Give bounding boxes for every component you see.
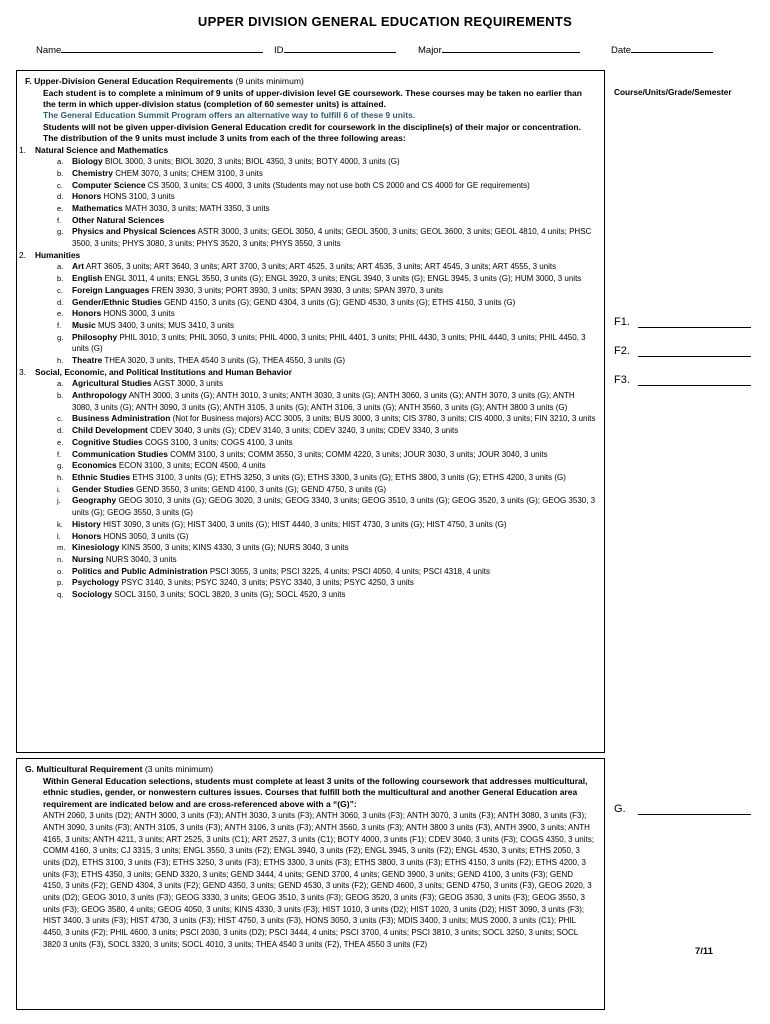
subject-name: Gender Studies xyxy=(72,483,134,494)
course-area-item: f. Other Natural Sciences xyxy=(57,214,165,225)
course-area-item: h. Ethnic Studies ETHS 3100, 3 units (G); ETHS 3250, 3 units (G); ETHS 3300, 3 units (G); ETHS 3800, 3 units (G); ETHS 4200, 3 units (G) xyxy=(57,471,566,482)
course-text: ENGL 3011, 4 units; ENGL 3550, 3 units (G); ENGL 3920, 3 units; ENGL 3940, 3 units (G); ENGL 3945, 3 units (G); HUM 3000, 3 units xyxy=(104,274,582,284)
date-field[interactable] xyxy=(611,43,713,56)
course-area-item: d. Gender/Ethnic Studies GEND 4150, 3 units (G); GEND 4304, 3 units (G); GEND 4530, 3 units (G); ETHS 4150, 3 units (G) xyxy=(57,296,516,307)
course-text: HIST 3090, 3 units (G); HIST 3400, 3 units (G); HIST 4440, 3 units; HIST 4730, 3 units (G); HIST 4750, 3 units (G) xyxy=(103,519,507,529)
course-area-item: e. Honors HONS 3000, 3 units xyxy=(57,308,175,319)
course-area-item: h. Theatre THEA 3020, 3 units, THEA 4540 3 units (G), THEA 4550, 3 units (G) xyxy=(57,355,346,366)
subject-name: Honors xyxy=(72,530,102,541)
date-label: Date xyxy=(611,45,632,56)
course-area-item: c. Computer Science CS 3500, 3 units; CS 4000, 3 units (Students may not use both CS 2000 and CS 4000 for GE requirements) xyxy=(57,179,530,190)
course-area-item: a. Agricultural Studies AGST 3000, 3 units xyxy=(57,378,224,389)
section-g-heading: G. Multicultural Requirement (3 units minimum) xyxy=(25,764,214,774)
section-g-box xyxy=(16,758,605,1010)
course-text: KINS 3500, 3 units; KINS 4330, 3 units (G); NURS 3040, 3 units xyxy=(121,543,349,553)
course-text: NURS 3040, 3 units xyxy=(105,554,177,564)
course-text: GEOG 3010, 3 units (G); GEOG 3020, 3 units; GEOG 3340, 3 units; GEOG 3510, 3 units (G); GEOG 3520, 3 units (G); GEOG 3530, 3 units (G); GEOG 3550, 3 units (G) xyxy=(72,496,596,518)
course-text: HONS 3000, 3 units xyxy=(103,309,175,319)
course-area-item: d. Honors HONS 3100, 3 units xyxy=(57,191,175,202)
course-text: ANTH 3000, 3 units (G); ANTH 3010, 3 units; ANTH 3030, 3 units (G); ANTH 3060, 3 units (G); ANTH 3070, 3 units (G); ANTH 3080, 3 units (G); ANTH 3090, 3 units (G); ANTH 3105, 3 units (G); ANTH 3106, 3 units (G); ANTH 3560, 3 units (G); ANTH 3800 3 units (G) xyxy=(72,391,575,412)
major-field[interactable] xyxy=(418,43,580,56)
course-text: COMM 3100, 3 units; COMM 3550, 3 units; COMM 4220, 3 units; JOUR 3030, 3 units; JOUR 3040, 3 units xyxy=(170,449,548,459)
subject-name: Physics and Physical Sciences xyxy=(72,226,196,237)
course-area-item: p. Psychology PSYC 3140, 3 units; PSYC 3240, 3 units; PSYC 3340, 3 units; PSYC 4250, 3 units xyxy=(57,577,414,588)
course-text: PHIL 3010, 3 units; PHIL 3050, 3 units; PHIL 4000, 3 units; PHIL 4401, 3 units; PHIL 4430, 3 units; PHIL 4440, 3 units; PHIL 4450, 3 units (G) xyxy=(72,332,586,354)
f1-entry[interactable]: F1. xyxy=(614,316,630,328)
area-list xyxy=(19,144,596,601)
subject-name: English xyxy=(72,273,103,284)
subject-name: Computer Science xyxy=(72,179,146,190)
subject-name: Gender/Ethnic Studies xyxy=(72,296,162,307)
course-text: (Not for Business majors) ACC 3005, 3 units; BUS 3000, 3 units; CIS 3780, 3 units; CIS 4000, 3 units; FIN 3210, 3 units xyxy=(172,414,596,424)
course-area-item: q. Sociology SOCL 3150, 3 units; SOCL 3820, 3 units (G); SOCL 4520, 3 units xyxy=(57,589,346,600)
subject-name: Economics xyxy=(72,460,117,471)
id-field[interactable] xyxy=(274,43,396,56)
course-area-item: i. Gender Studies GEND 3550, 3 units; GEND 4100, 3 units (G); GEND 4750, 3 units (G) xyxy=(57,483,387,494)
area-group xyxy=(19,366,596,601)
section-f-heading: F. Upper-Division General Education Requirements (9 units minimum) xyxy=(25,76,304,86)
course-text: GEND 3550, 3 units; GEND 4100, 3 units (G); GEND 4750, 3 units (G) xyxy=(136,484,387,494)
course-text: SOCL 3150, 3 units; SOCL 3820, 3 units (G); SOCL 4520, 3 units xyxy=(114,590,346,600)
course-area-item: o. Politics and Public Administration PSCI 3055, 3 units; PSCI 3225, 4 units; PSCI 4050, 4 units; PSCI 4318, 4 units xyxy=(57,565,490,576)
course-area-item: c. Foreign Languages FREN 3930, 3 units; PORT 3930, 3 units; SPAN 3930, 3 units; SPAN 3970, 3 units xyxy=(57,284,444,295)
subject-name: Cognitive Studies xyxy=(72,436,143,447)
course-text: MATH 3030, 3 units; MATH 3350, 3 units xyxy=(124,204,270,214)
area-group xyxy=(19,249,596,367)
subject-name: Philosophy xyxy=(72,331,118,342)
area-heading: 1. Natural Science and Mathematics xyxy=(19,144,169,155)
page-number: 7/11 xyxy=(695,946,713,957)
major-label: Major xyxy=(418,45,442,56)
g-entry[interactable]: G. xyxy=(614,803,626,815)
course-area-item: c. Business Administration (Not for Business majors) ACC 3005, 3 units; BUS 3000, 3 units; CIS 3780, 3 units; CIS 4000, 3 units; FIN 3210, 3 units xyxy=(57,413,596,424)
course-text: ECON 3100, 3 units; ECON 4500, 4 units xyxy=(118,461,266,471)
subject-name: Honors xyxy=(72,191,102,202)
section-g-intro: Within General Education selections, students must complete at least 3 units of the following coursework that addresses multicultural, ethnic studies, gender, or nonwestern cultures issues. Courses that fulfill both the multicultural and another General Education area requirement are indicated below and are cross-referenced above with a “(G)”: xyxy=(43,775,588,809)
course-area-item: e. Mathematics MATH 3030, 3 units; MATH 3350, 3 units xyxy=(57,203,270,214)
course-area-item: j. Geography GEOG 3010, 3 units (G); GEOG 3020, 3 units; GEOG 3340, 3 units; GEOG 3510, 3 units (G); GEOG 3520, 3 units (G); GEOG 3530, 3 units (G); GEOG 3550, 3 units (G) xyxy=(57,495,596,518)
course-text: CHEM 3070, 3 units; CHEM 3100, 3 units xyxy=(115,168,263,178)
subject-name: Mathematics xyxy=(72,203,123,214)
subject-name: Art xyxy=(72,261,85,272)
name-label: Name xyxy=(36,45,62,56)
subject-name: Honors xyxy=(72,308,102,319)
course-text: CDEV 3040, 3 units (G); CDEV 3140, 3 units; CDEV 3240, 3 units; CDEV 3340, 3 units xyxy=(150,426,459,436)
subject-name: Business Administration xyxy=(72,413,171,424)
area-heading: 3. Social, Economic, and Political Institutions and Human Behavior xyxy=(19,366,292,377)
course-text: BIOL 3000, 3 units; BIOL 3020, 3 units; BIOL 4350, 3 units; BOTY 4000, 3 units (G) xyxy=(104,157,400,167)
course-area-item: f. Music MUS 3400, 3 units; MUS 3410, 3 units xyxy=(57,319,235,330)
course-area-item: n. Nursing NURS 3040, 3 units xyxy=(57,553,177,564)
course-area-item: f. Communication Studies COMM 3100, 3 units; COMM 3550, 3 units; COMM 4220, 3 units; JOUR 3030, 3 units; JOUR 3040, 3 units xyxy=(57,448,548,459)
area-group xyxy=(19,144,596,250)
course-area-item: l. Honors HONS 3050, 3 units (G) xyxy=(57,530,189,541)
course-area-item: g. Physics and Physical Sciences ASTR 3000, 3 units; GEOL 3050, 4 units; GEOL 3500, 3 units; GEOL 3600, 3 units; GEOL 4810, 4 units; PHSC 3500, 3 units; PHYS 3080, 3 units; PHYS 3520, 3 units; PHYS 3550, 3 units xyxy=(57,226,592,249)
subject-name: Anthropology xyxy=(72,390,127,401)
id-label: ID xyxy=(274,45,284,56)
subject-name: Geography xyxy=(72,495,117,506)
course-text: CS 3500, 3 units; CS 4000, 3 units (Students may not use both CS 2000 and CS 4000 for GE requirements) xyxy=(147,180,530,190)
course-text: COGS 3100, 3 units; COGS 4100, 3 units xyxy=(144,437,293,447)
course-text: MUS 3400, 3 units; MUS 3410, 3 units xyxy=(97,320,235,330)
f2-entry[interactable]: F2. xyxy=(614,345,630,357)
course-area-item: b. Chemistry CHEM 3070, 3 units; CHEM 3100, 3 units xyxy=(57,167,263,178)
course-text: GEND 4150, 3 units (G); GEND 4304, 3 units (G); GEND 4530, 3 units (G); ETHS 4150, 3 units (G) xyxy=(164,297,516,307)
course-area-item: g. Economics ECON 3100, 3 units; ECON 4500, 4 units xyxy=(57,460,266,471)
course-text: HONS 3050, 3 units (G) xyxy=(103,531,189,541)
subject-name: Kinesiology xyxy=(72,542,120,553)
subject-name: Psychology xyxy=(72,577,120,588)
subject-name: Agricultural Studies xyxy=(72,378,152,389)
subject-name: Theatre xyxy=(72,355,103,366)
course-text: ETHS 3100, 3 units (G); ETHS 3250, 3 units (G); ETHS 3300, 3 units (G); ETHS 3800, 3 units (G); ETHS 4200, 3 units (G) xyxy=(132,472,566,482)
course-area-item: m. Kinesiology KINS 3500, 3 units; KINS 4330, 3 units (G); NURS 3040, 3 units xyxy=(57,542,349,553)
subject-name: Communication Studies xyxy=(72,448,168,459)
section-f-intro: Each student is to complete a minimum of 9 units of upper-division level GE coursework. These courses may be taken no earlier than the term in which upper-division status (completion of 60 semester units) is attained. The General Education Summit Program offers an alternative way to fulfill 6 of these 9 units. Students will not be given upper-division General Education credit for coursework in the discipline(s) of their major or concentration. The distribution of the 9 units must include 3 units from each of the three following areas: xyxy=(43,87,582,144)
course-text: THEA 3020, 3 units, THEA 4540 3 units (G), THEA 4550, 3 units (G) xyxy=(104,356,346,366)
course-text: ART 3605, 3 units; ART 3640, 3 units; ART 3700, 3 units; ART 4525, 3 units; ART 4535, 3 units; ART 4545, 3 units; ART 4555, 3 units xyxy=(85,262,557,272)
multicultural-course-list: ANTH 2060, 3 units (D2); ANTH 3000, 3 units (F3); ANTH 3030, 3 units (F3); ANTH 3060, 3 units (F3); ANTH 3070, 3 units (F3); ANTH 3080, 3 units (F3); ANTH 3090, 3 units (F3); ANTH 3105, 3 units (F3); ANTH 3106, 3 units (F3); ANTH 3560, 3 units (F3); ANTH 3800 3 units (F3), ANTH 3900, 3 units; ANTH 4165, 3 units; ANTH 4211, 3 units; ART 2525, 3 units (C1); ART 2527, 3 units (C1); BOTY 4000, 3 units (F1); CDEV 3040, 3 units (F3); COGS 4350, 3 units; COMM 4160, 3 units; CJ 3315, 3 units; ENGL 3550, 3 units (F2); ENGL 3940, 3 units (F2); ENGL 3945, 3 units (F2); ENGL 4530, 3 units; ETHS 2050, 3 units (D2), ETHS 3100, 3 units (F3); ETHS 3250, 3 units (F3); ETHS 3300, 3 units (F3); ETHS 3800, 3 units (F3); ETHS 4150, 3 units (F2); ETHS 4200, 3 units (F3); ETHS 4350, 3 units; GEND 3320, 3 units; GEND 3444, 4 units; GEND 3700, 4 units; GEND 3900, 3 units; GEND 4100, 3 units (F3); GEND 4150, 3 units (F2); GEND 4304, 3 units (F2); GEND 4350, 3 units; GEND 4530, 3 units (F2); GEND 4600, 3 units; GEND 4750, 3 units (F3), GEOG 2020, 3 units (D2); GEOG 3010, 3 units (F3); GEOG 3330, 3 units; GEOG 3510, 3 units (F3); GEOG 3520, 3 units (F3); GEOG 3530, 3 units (F3); GEOG 3550, 3 units (F3); GEOG 3580, 4 units; GEOG 4050, 3 units; KINS 4330, 3 units (F3); HIST 1010, 3 units (D2); HIST 1020, 3 units (D2); HIST 3090, 3 units (F3); HIST 3400, 3 units (F3); HIST 4730, 3 units (F3); HIST 4750, 3 units (F3), HONS 3050, 3 units (F3); MDIS 3400, 3 units; MUS 2000, 3 units (C1); PHIL 4450, 3 units (F2); PHIL 4600, 3 units; PSCI 2030, 3 units (D2); PSCI 3444, 4 units; PSCI 3700, 4 units; PSCI 3810, 3 units; SOCL 3250, 3 units; SOCL 3820 3 units (F3), SOCL 3320, 3 units; SOCL 4010, 3 units; THEA 4540 3 units (F2), THEA 4550 3 units (F2) xyxy=(43,811,594,949)
course-text: PSYC 3140, 3 units; PSYC 3240, 3 units; PSYC 3340, 3 units; PSYC 4250, 3 units xyxy=(121,578,414,588)
subject-name: Other Natural Sciences xyxy=(72,214,165,225)
subject-name: Sociology xyxy=(72,589,113,600)
course-area-item: e. Cognitive Studies COGS 3100, 3 units; COGS 4100, 3 units xyxy=(57,436,293,447)
page-title: UPPER DIVISION GENERAL EDUCATION REQUIREMENTS xyxy=(197,14,573,29)
subject-name: Politics and Public Administration xyxy=(72,565,208,576)
course-text: ASTR 3000, 3 units; GEOL 3050, 4 units; GEOL 3500, 3 units; GEOL 3600, 3 units; GEOL 4810, 4 units; PHSC 3500, 3 units; PHYS 3080, 3 units; PHYS 3520, 3 units; PHYS 3550, 3 units xyxy=(72,227,592,249)
course-area-item: k. History HIST 3090, 3 units (G); HIST 3400, 3 units (G); HIST 4440, 3 units; HIST 4730, 3 units (G); HIST 4750, 3 units (G) xyxy=(57,518,507,529)
subject-name: History xyxy=(72,518,101,529)
subject-name: Child Development xyxy=(72,425,148,436)
course-units-grade-header: Course/Units/Grade/Semester xyxy=(614,87,732,97)
course-text: FREN 3930, 3 units; PORT 3930, 3 units; SPAN 3930, 3 units; SPAN 3970, 3 units xyxy=(151,285,444,295)
subject-name: Music xyxy=(72,319,96,330)
course-area-item: g. Philosophy PHIL 3010, 3 units; PHIL 3050, 3 units; PHIL 4000, 3 units; PHIL 4401, 3 units; PHIL 4430, 3 units; PHIL 4440, 3 units; PHIL 4450, 3 units (G) xyxy=(57,331,586,354)
course-area-item: a. Art ART 3605, 3 units; ART 3640, 3 units; ART 3700, 3 units; ART 4525, 3 units; ART 4535, 3 units; ART 4545, 3 units; ART 4555, 3 units xyxy=(57,261,557,272)
subject-name: Chemistry xyxy=(72,167,113,178)
course-text: AGST 3000, 3 units xyxy=(153,379,224,389)
course-area-item: d. Child Development CDEV 3040, 3 units (G); CDEV 3140, 3 units; CDEV 3240, 3 units; CDEV 3340, 3 units xyxy=(57,425,459,436)
subject-name: Foreign Languages xyxy=(72,284,150,295)
course-area-item: b. English ENGL 3011, 4 units; ENGL 3550, 3 units (G); ENGL 3920, 3 units; ENGL 3940, 3 units (G); ENGL 3945, 3 units (G); HUM 3000, 3 units xyxy=(57,273,582,284)
f3-entry[interactable]: F3. xyxy=(614,374,630,386)
course-area-item: a. Biology BIOL 3000, 3 units; BIOL 3020, 3 units; BIOL 4350, 3 units; BOTY 4000, 3 units (G) xyxy=(57,156,400,167)
name-field[interactable] xyxy=(36,43,263,56)
course-text: PSCI 3055, 3 units; PSCI 3225, 4 units; PSCI 4050, 4 units; PSCI 4318, 4 units xyxy=(209,566,490,576)
subject-name: Biology xyxy=(72,156,103,167)
course-text: HONS 3100, 3 units xyxy=(103,192,175,202)
area-heading: 2. Humanities xyxy=(19,249,81,260)
section-f-box xyxy=(16,70,605,753)
course-area-item: b. Anthropology ANTH 3000, 3 units (G); ANTH 3010, 3 units; ANTH 3030, 3 units (G); ANTH 3060, 3 units (G); ANTH 3070, 3 units (G); ANTH 3080, 3 units (G); ANTH 3090, 3 units (G); ANTH 3105, 3 units (G); ANTH 3106, 3 units (G); ANTH 3560, 3 units (G); ANTH 3800 3 units (G) xyxy=(57,390,575,412)
subject-name: Nursing xyxy=(72,553,104,564)
subject-name: Ethnic Studies xyxy=(72,471,131,482)
